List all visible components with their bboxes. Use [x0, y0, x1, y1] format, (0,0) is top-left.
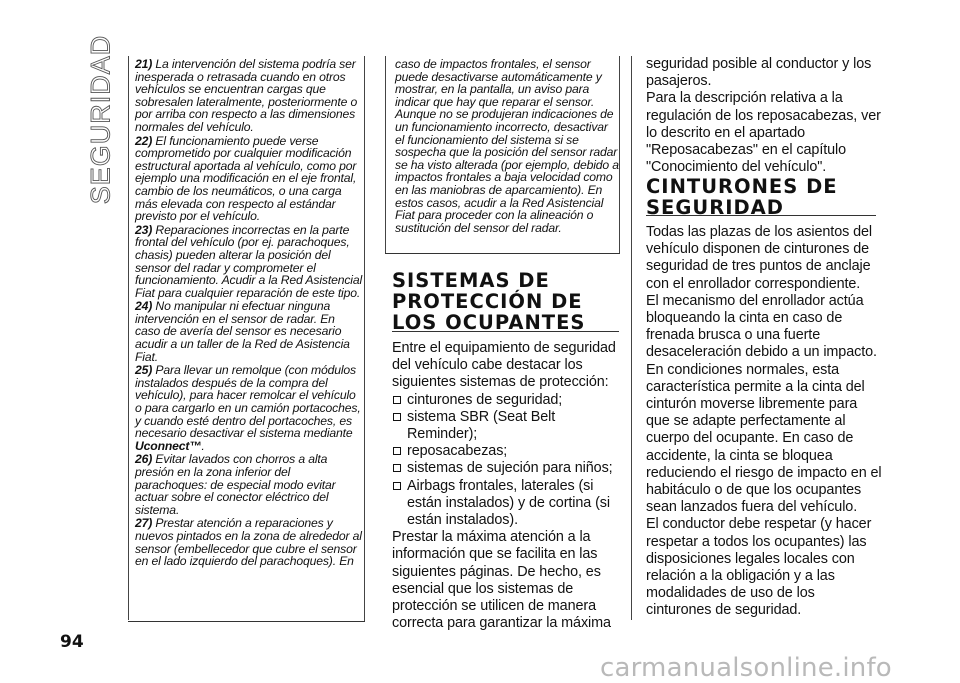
checkbox-bullet-icon: [393, 396, 401, 404]
checkbox-bullet-icon: [393, 413, 401, 421]
section-label-text: SEGURIDAD: [85, 34, 116, 204]
warning-note: 26) Evitar lavados con chorros a alta presión en la zona inferior del parachoques: de especial modo evitar actuar sobre el conector eléctrico del sistema.: [135, 452, 336, 517]
outro-paragraph: Prestar la máxima atención a la información que se facilita en las siguientes páginas. De hecho, es esencial que los sistemas de protección se utilicen de manera correcta para garantizar la máxima: [392, 529, 611, 632]
paragraph: El conductor debe respetar (y hacer respetar a todos los ocupantes) las disposiciones legales locales con relación a la obligación y a las modalidades de uso de los cinturones de seguridad.: [646, 516, 872, 619]
note-box-right-border-col1: [364, 56, 365, 622]
body-text-col3: [646, 224, 882, 620]
paragraph: El mecanismo del enrollador actúa bloqueando la cinta en caso de frenada brusca o una fuerte desaceleración debido a un impacto. En condiciones normales, esta característica permite a la cinta del cinturón moverse libremente para que se adapte perfectamente al cuerpo del ocupante. En caso de accidente, la cinta se bloquea reduciendo el riesgo de impacto en el habitáculo o de que los ocupantes sean lanzados fuera del vehículo.: [646, 292, 882, 516]
paragraph: seguridad posible al conductor y los pasajeros.: [646, 56, 872, 90]
paragraph: Para la descripción relativa a la regulación de los reposacabezas, ver lo descrito en el apartado "Reposacabezas" en el capítulo "Conocimiento del vehículo".: [646, 90, 881, 176]
warning-note: 22) El funcionamiento puede verse comprometido por cualquier modificación estructural aportada al vehículo, como por ejemplo una modificación en el eje frontal, cambio de los neumáticos, o una carga más elevada con respecto al estándar previsto por el vehículo.: [135, 133, 357, 224]
note-box-right-border-col2: [619, 56, 620, 254]
note-box-bottom-col1: [128, 621, 365, 622]
heading-line: SISTEMAS DE: [392, 269, 550, 292]
note-box-left-border-col2: [385, 56, 386, 254]
note-box-bottom-col2: [385, 253, 620, 254]
watermark: carmanualsonline.info: [600, 653, 892, 683]
list-item: sistemas de sujeción para niños;: [392, 460, 624, 477]
section-label: [79, 34, 123, 204]
list-item: reposacabezas;: [392, 443, 624, 460]
paragraph: Todas las plazas de los asientos del vehículo disponen de cinturones de seguridad de tres puntos de anclaje con el enrollador correspondiente.: [646, 224, 872, 292]
heading-line: SEGURIDAD: [646, 196, 784, 219]
warning-note: 24) No manipular ni efectuar ninguna intervención en el sensor de radar. En caso de avería del sensor es necesario acudir a un taller de la Red de Asistencia Fiat.: [135, 299, 350, 364]
warning-note: 25) Para llevar un remolque (con módulos instalados después de la compra del vehículo), para hacer remolcar el vehículo o para cargarlo en un camión portacoches, y cuando esté dentro del portacoches, es necesario desactivar el sistema mediante Uconnect™.: [135, 363, 361, 453]
heading-line: CINTURONES DE: [646, 175, 838, 198]
heading-line: PROTECCIÓN DE: [392, 290, 583, 313]
warning-notes-col1: [135, 58, 363, 569]
column-divider-mid: [631, 56, 632, 620]
intro-paragraph: Entre el equipamiento de seguridad del vehículo cabe destacar los siguientes sistemas de protección:: [392, 340, 616, 391]
warning-note-text: caso de impactos frontales, el sensor puede desactivarse automáticamente y mostrar, en la pantalla, un aviso para indicar que hay que reparar el sensor. Aunque no se produjeran indicaciones de un funcionamiento incorrecto, desactivar el funcionamiento del sistema si se sospecha que la posición del sensor radar se ha visto alterada (por ejemplo, debido a impactos frontales a baja velocidad como en las maniobras de aparcamiento). En estos casos, acudir a la Red Asistencial Fiat para proceder con la alineación o sustitución del sensor del radar.: [395, 57, 619, 235]
body-text-col2: [392, 340, 624, 632]
section-heading-cinturones: [646, 176, 882, 218]
warning-note: 27) Prestar atención a reparaciones y nuevos pintados en la zona de alrededor al sensor (embellecedor que cubre el sensor en el lado izquierdo del parachoques). En: [135, 516, 362, 569]
section-heading-ocupantes: [392, 270, 622, 333]
checkbox-bullet-icon: [393, 482, 401, 490]
checkbox-bullet-icon: [393, 447, 401, 455]
body-text-col3-top: [646, 56, 882, 176]
checkbox-bullet-icon: [393, 464, 401, 472]
protection-systems-list: [392, 392, 624, 530]
warning-note: 23) Reparaciones incorrectas en la parte frontal del vehículo (por ej. parachoques, chasis) pueden alterar la posición del sensor del radar y comprometer el funcionamiento. Acudir a la Red Asistencial Fiat para cualquier reparación de este tipo.: [135, 222, 363, 300]
warning-note-continued: [395, 58, 619, 235]
list-item: sistema SBR (Seat Belt Reminder);: [392, 409, 624, 443]
column-divider-left: [128, 56, 129, 620]
heading-line: LOS OCUPANTES: [392, 311, 586, 334]
list-item: Airbags frontales, laterales (si están instalados) y de cortina (si están instalados).: [392, 478, 624, 530]
list-item: cinturones de seguridad;: [392, 392, 624, 409]
page-number: 94: [60, 632, 84, 652]
warning-note: 21) La intervención del sistema podría ser inesperada o retrasada cuando en otros vehículos se encuentran cargas que sobresalen lateralmente, posteriormente o por arriba con respecto a las dimensiones normales del vehículo.: [135, 57, 358, 134]
